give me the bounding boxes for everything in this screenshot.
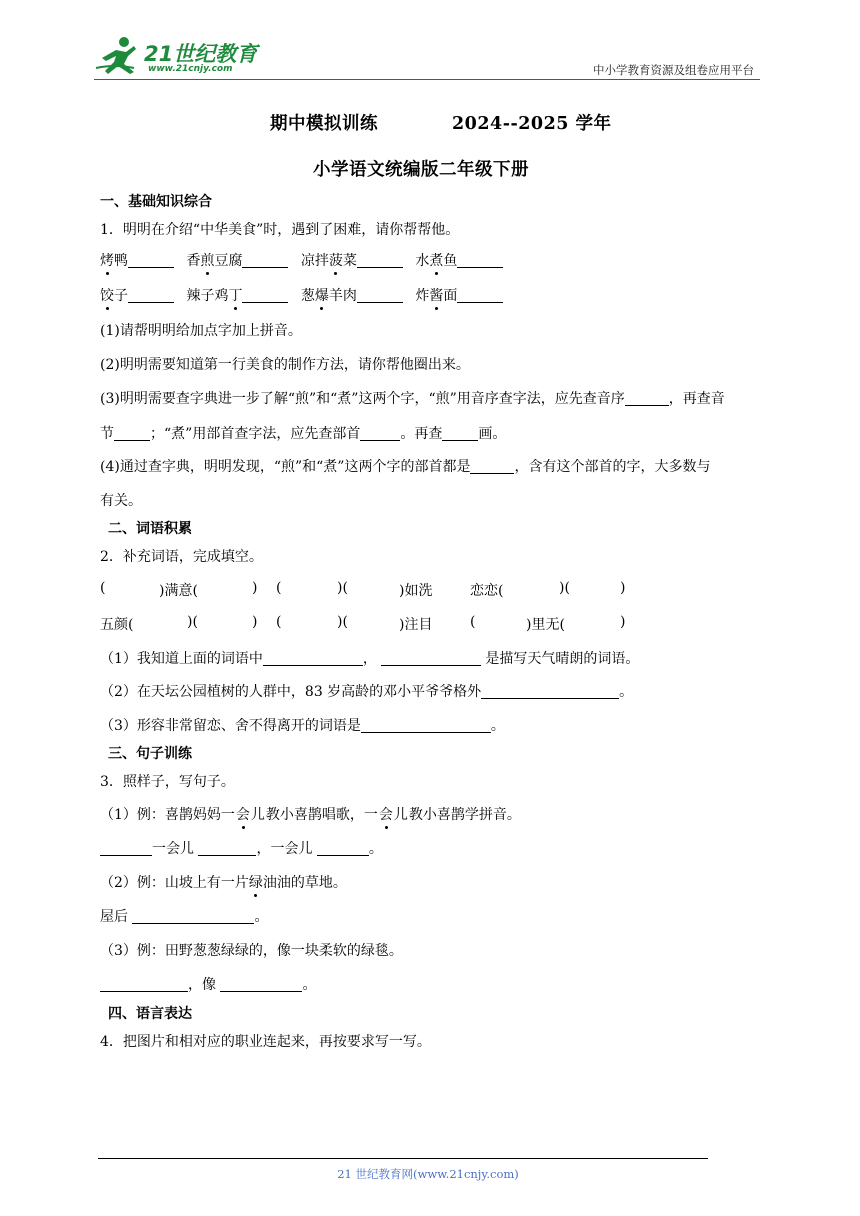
subquestion-4: (4)通过查字典，明明发现，“煎”和“煮”这两个字的部首都是 ，含有这个部首的字，大多数与	[100, 459, 711, 475]
idiom-row-1: ( )满意( ) ( )( )如洗 恋恋( )( )	[100, 580, 626, 599]
logo-url: www.21cnjy.com	[148, 64, 233, 74]
food-row-2	[100, 285, 503, 305]
answer-blank[interactable]	[132, 909, 254, 924]
answer-blank[interactable]	[457, 253, 503, 268]
answer-blank[interactable]	[128, 253, 174, 268]
food-item: 香煎豆腐	[186, 250, 288, 270]
answer-blank[interactable]	[625, 391, 669, 406]
question-3: 3．照样子，写句子。	[100, 774, 235, 790]
food-row-1	[100, 250, 503, 270]
subquestion-1: (1)请帮明明给加点字加上拼音。	[100, 323, 302, 339]
answer-blank[interactable]	[357, 253, 403, 268]
subquestion-2: (2)明明需要知道第一行美食的制作方法，请你帮他圈出来。	[100, 357, 470, 373]
section-heading-2: 二、词语积累	[108, 521, 192, 537]
answer-blank[interactable]	[360, 426, 400, 441]
answer-blank[interactable]	[100, 977, 188, 992]
question-4: 4．把图片和相对应的职业连起来，再按要求写一写。	[100, 1034, 431, 1050]
answer-blank[interactable]	[100, 841, 152, 856]
platform-name: 中小学教育资源及组卷应用平台	[593, 63, 754, 77]
fill-sentence-1: 一会儿 ，一会儿 。	[100, 838, 383, 858]
answer-blank[interactable]	[198, 841, 256, 856]
food-item: 凉拌菠菜	[301, 250, 403, 270]
answer-blank[interactable]	[263, 651, 363, 666]
subquestion-2-3: （3）形容非常留恋、舍不得离开的词语是 。	[100, 718, 505, 734]
example-3: （3）例：田野葱葱绿绿的，像一块柔软的绿毯。	[100, 943, 403, 959]
fill-sentence-3: ，像 。	[100, 974, 316, 994]
food-item: 辣子鸡丁	[186, 285, 288, 305]
answer-blank[interactable]	[242, 253, 288, 268]
answer-blank[interactable]	[481, 684, 619, 699]
page-title: 期中模拟训练	[270, 114, 378, 134]
answer-blank[interactable]	[220, 977, 302, 992]
footer-divider	[98, 1158, 708, 1159]
food-item: 水煮鱼	[415, 250, 503, 270]
subquestion-2-1: （1）我知道上面的词语中 ， 是描写天气晴朗的词语。	[100, 651, 640, 667]
example-1: （1）例：喜鹊妈妈一会儿教小喜鹊唱歌，一会儿教小喜鹊学拼音。	[100, 804, 521, 824]
answer-blank[interactable]	[381, 651, 481, 666]
section-heading-3: 三、句子训练	[108, 746, 192, 762]
logo-text: 21世纪教育	[144, 42, 258, 66]
question-1: 1．明明在介绍“中华美食”时，遇到了困难，请你帮帮他。	[100, 222, 460, 238]
subquestion-2-2: （2）在天坛公园植树的人群中，83 岁高龄的邓小平爷爷格外 。	[100, 684, 634, 700]
site-logo	[94, 34, 264, 78]
answer-blank[interactable]	[114, 426, 150, 441]
question-2: 2．补充词语，完成填空。	[100, 549, 263, 565]
answer-blank[interactable]	[470, 459, 514, 474]
food-item: 饺子	[100, 285, 174, 305]
answer-blank[interactable]	[128, 288, 174, 303]
answer-blank[interactable]	[361, 718, 491, 733]
answer-blank[interactable]	[442, 426, 478, 441]
subquestion-4-cont: 有关。	[100, 493, 142, 509]
answer-blank[interactable]	[457, 288, 503, 303]
fill-sentence-2: 屋后 。	[100, 909, 269, 925]
page-subtitle: 小学语文统编版二年级下册	[313, 160, 529, 180]
answer-blank[interactable]	[357, 288, 403, 303]
example-2: （2）例：山坡上有一片绿油油的草地。	[100, 872, 347, 892]
food-item: 炸酱面	[415, 285, 503, 305]
answer-blank[interactable]	[242, 288, 288, 303]
idiom-row-2: 五颜( )( ) ( )( )注目 ( )里无( )	[100, 614, 626, 633]
section-heading-1: 一、基础知识综合	[100, 194, 212, 210]
subquestion-3-cont: 节 ；“煮”用部首查字法，应先查部首 。再查 画。	[100, 426, 507, 442]
section-heading-4: 四、语言表达	[108, 1006, 192, 1022]
food-item: 葱爆羊肉	[301, 285, 403, 305]
food-item: 烤鸭	[100, 250, 174, 270]
answer-blank[interactable]	[317, 841, 369, 856]
footer-link[interactable]: 21 世纪教育网(www.21cnjy.com)	[337, 1167, 519, 1181]
subquestion-3: (3)明明需要查字典进一步了解“煎”和“煮”这两个字，“煎”用音序查字法，应先查音序 ，再查音	[100, 391, 725, 407]
header-divider	[94, 79, 760, 80]
school-year: 2024--2025 学年	[452, 114, 612, 134]
